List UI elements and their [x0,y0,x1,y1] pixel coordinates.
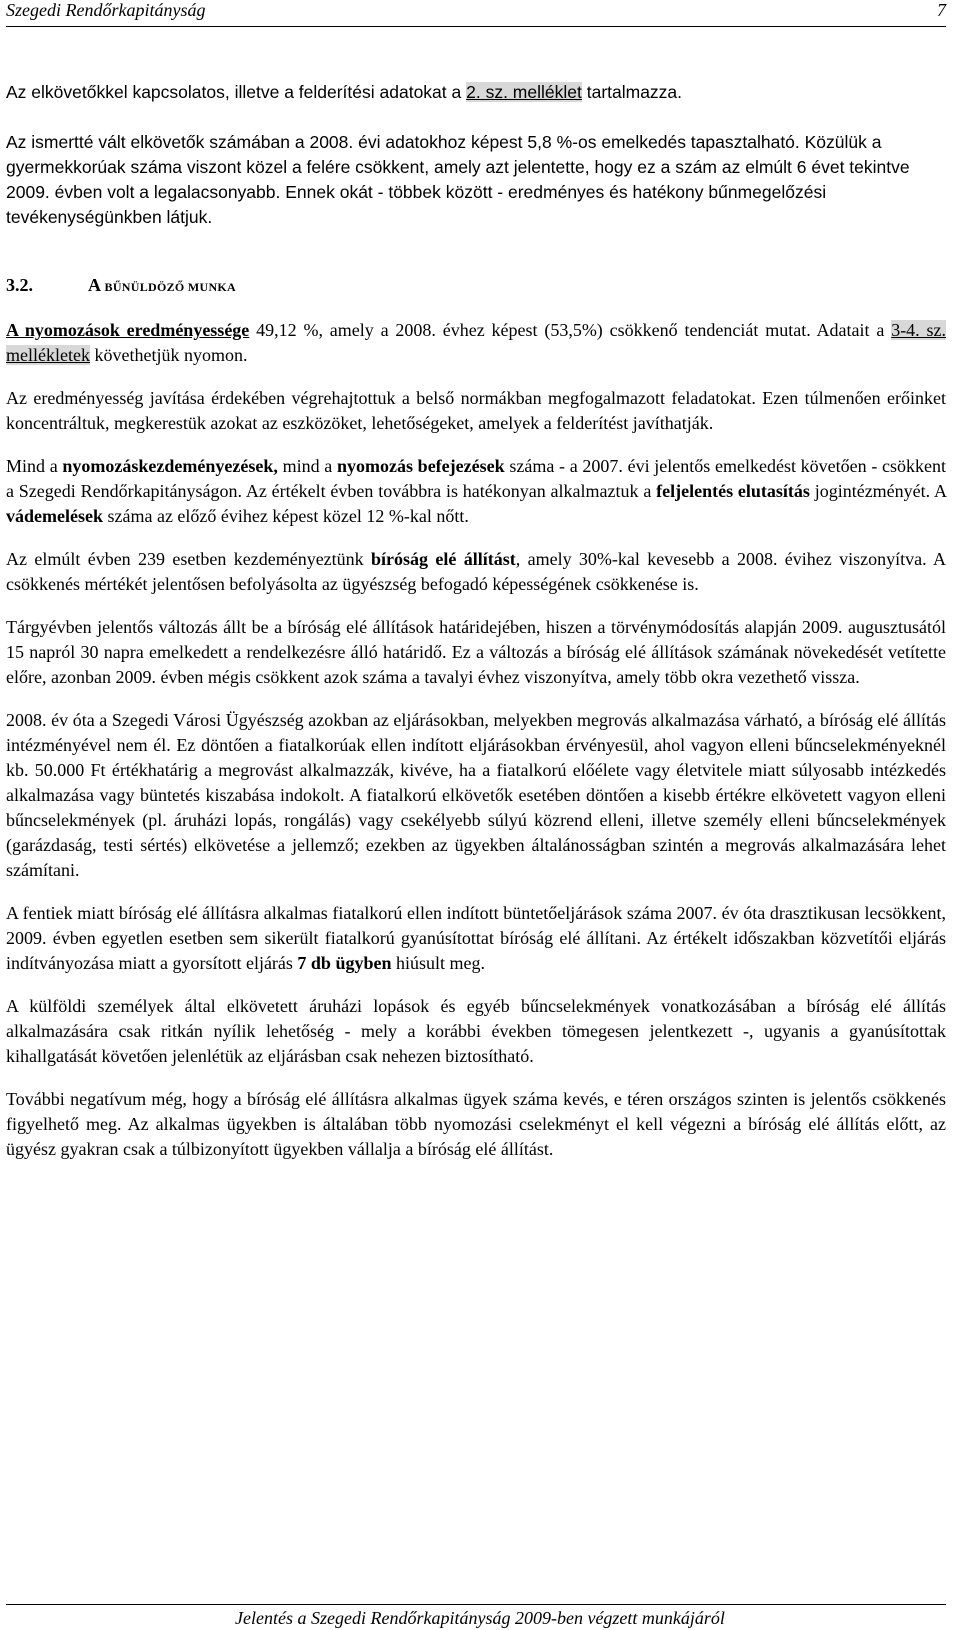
footer-rule [6,1604,946,1605]
annex-link[interactable]: 2. sz. melléklet [466,82,582,102]
paragraph-foreign-persons: A külföldi személyek által elkövetett áruházi lopások és egyéb bűncselekmények vonatkozásában a bíróság elé állítás alkalmazására csak ritkán nyílik lehetőség - mely a korábbi években tömegesen jelentkezett -, ugyanis a gyanúsítottak kihallgatását követően jelenlétük az eljárásban csak nehezen biztosítható. [6,996,946,1066]
header-title: Szegedi Rendőrkapitányság [6,0,206,20]
annex-link-3-4[interactable]: 3-4. sz. mellékletek [6,320,947,365]
page-header [6,0,946,22]
paragraph-perpetrators: Az ismertté vált elkövetők számában a 2008. évi adatokhoz képest 5,8 %-os emelkedés tapasztalható. Közülük a gyermekkorúak száma viszont közel a felére csökkent, amely azt jelentette, hogy ez a szám az elmúlt 6 évet tekintve 2009. évben volt a legalacsonyabb. Ennek okát - többek között - eredményes és hatékony bűnmegelőzési tevékenységünkben látjuk. [6,132,910,227]
paragraph-court-referral: Az elmúlt évben 239 esetben kezdeményeztünk bíróság elé állítást, amely 30%-kal kevesebb a 2008. évihez viszonyítva. A csökkenés mértékét jelentősen befolyásolta az ügyészség befogadó képességének csökkenése is. [6,549,946,594]
paragraph-annex-reference: Az elkövetőkkel kapcsolatos, illetve a felderítési adatokat a 2. sz. melléklet tartalmazza. [6,82,683,102]
section-heading: 3.2. A BŰNÜLDÖZŐ MUNKA [6,273,946,300]
paragraph-juveniles: A fentiek miatt bíróság elé állításra alkalmas fiatalkorú ellen indított büntetőeljárások száma 2007. év óta drasztikusan lecsökkent, 2009. évben egyetlen esetben sem sikerült fiatalkorú gyanúsítottat bíróság elé állítani. Az értékelt időszakban közvetítői eljárás indítványozása miatt a gyorsított eljárás 7 db ügyben hiúsult meg. [6,903,946,973]
document-body [6,80,946,1162]
page-number: 7 [937,0,946,20]
section-number: 3.2. [6,275,33,295]
header-rule [6,26,946,27]
paragraph-negatives: További negatívum még, hogy a bíróság elé állításra alkalmas ügyek száma kevés, e téren országos szinten is jelentős csökkenés figyelhető meg. Az alkalmas ügyekben is általában több nyomozási cselekményt el kell végezni a bíróság elé állítás előtt, az ügyész gyakran csak a túlbizonyított ügyekben vállalja a bíróság elé állítást. [6,1089,946,1159]
paragraph-prosecution-practice: 2008. év óta a Szegedi Városi Ügyészség azokban az eljárásokban, melyekben megrovás alkalmazása várható, a bíróság elé állítás intézményével nem él. Ez döntően a fiatalkorúak ellen indított eljárásokban érvényesül, ahol vagyon elleni bűncselekményeknél kb. 50.000 Ft értékhatárig a megrovást alkalmazzák, kivéve, ha a fiatalkorú előélete vagy életvitele miatt súlyosabb intézkedés alkalmazása vagy büntetés kiszabása indokolt. A fiatalkorú elkövetők esetében döntően a kisebb értékre elkövetett vagyon elleni bűncselekmények (pl. áruházi lopás, rongálás) vagy csekélyebb súlyú közrend elleni, illetve személy elleni bűncselekmények (garázdaság, testi sértés) elkövetése a jellemző; ezekben az ügyekben általánosságban szintén a megrovás alkalmazására lehet számítani. [6,710,946,880]
paragraph-deadline-change: Tárgyévben jelentős változás állt be a bíróság elé állítások határidejében, hiszen a törvénymódosítás alapján 2009. augusztusától 15 napról 30 napra emelkedett a rendelkezésre álló határidő. Ez a változás a bíróság elé állítások számának növekedését vetítette előre, azonban 2009. évben mégis csökkent azok száma a tavalyi évhez viszonyítva, amely több okra vezethető vissza. [6,617,946,687]
page-footer: Jelentés a Szegedi Rendőrkapitányság 2009-ben végzett munkájáról [235,1608,725,1628]
paragraph-efficiency-improvement: Az eredményesség javítása érdekében végrehajtottuk a belső normákban megfogalmazott feladatokat. Ezen túlmenően erőinket koncentráltuk, megkerestük azokat az eszközöket, lehetőségeket, amelyek a felderítést javíthatják. [6,388,946,433]
paragraph-investigation-efficiency: A nyomozások eredményessége 49,12 %, amely a 2008. évhez képest (53,5%) csökkenő tendenciát mutat. Adatait a 3-4. sz. mellékletek követhetjük nyomon. [6,320,947,365]
paragraph-investigations: Mind a nyomozáskezdeményezések, mind a nyomozás befejezések száma - a 2007. évi jelentős emelkedést követően - csökkent a Szegedi Rendőrkapitányságon. Az értékelt évben továbbra is hatékonyan alkalmaztuk a feljelentés elutasítás jogintézményét. A vádemelések száma az előző évihez képest közel 12 %-kal nőtt. [6,456,947,526]
section-title: BŰNÜLDÖZŐ MUNKA [104,280,237,294]
